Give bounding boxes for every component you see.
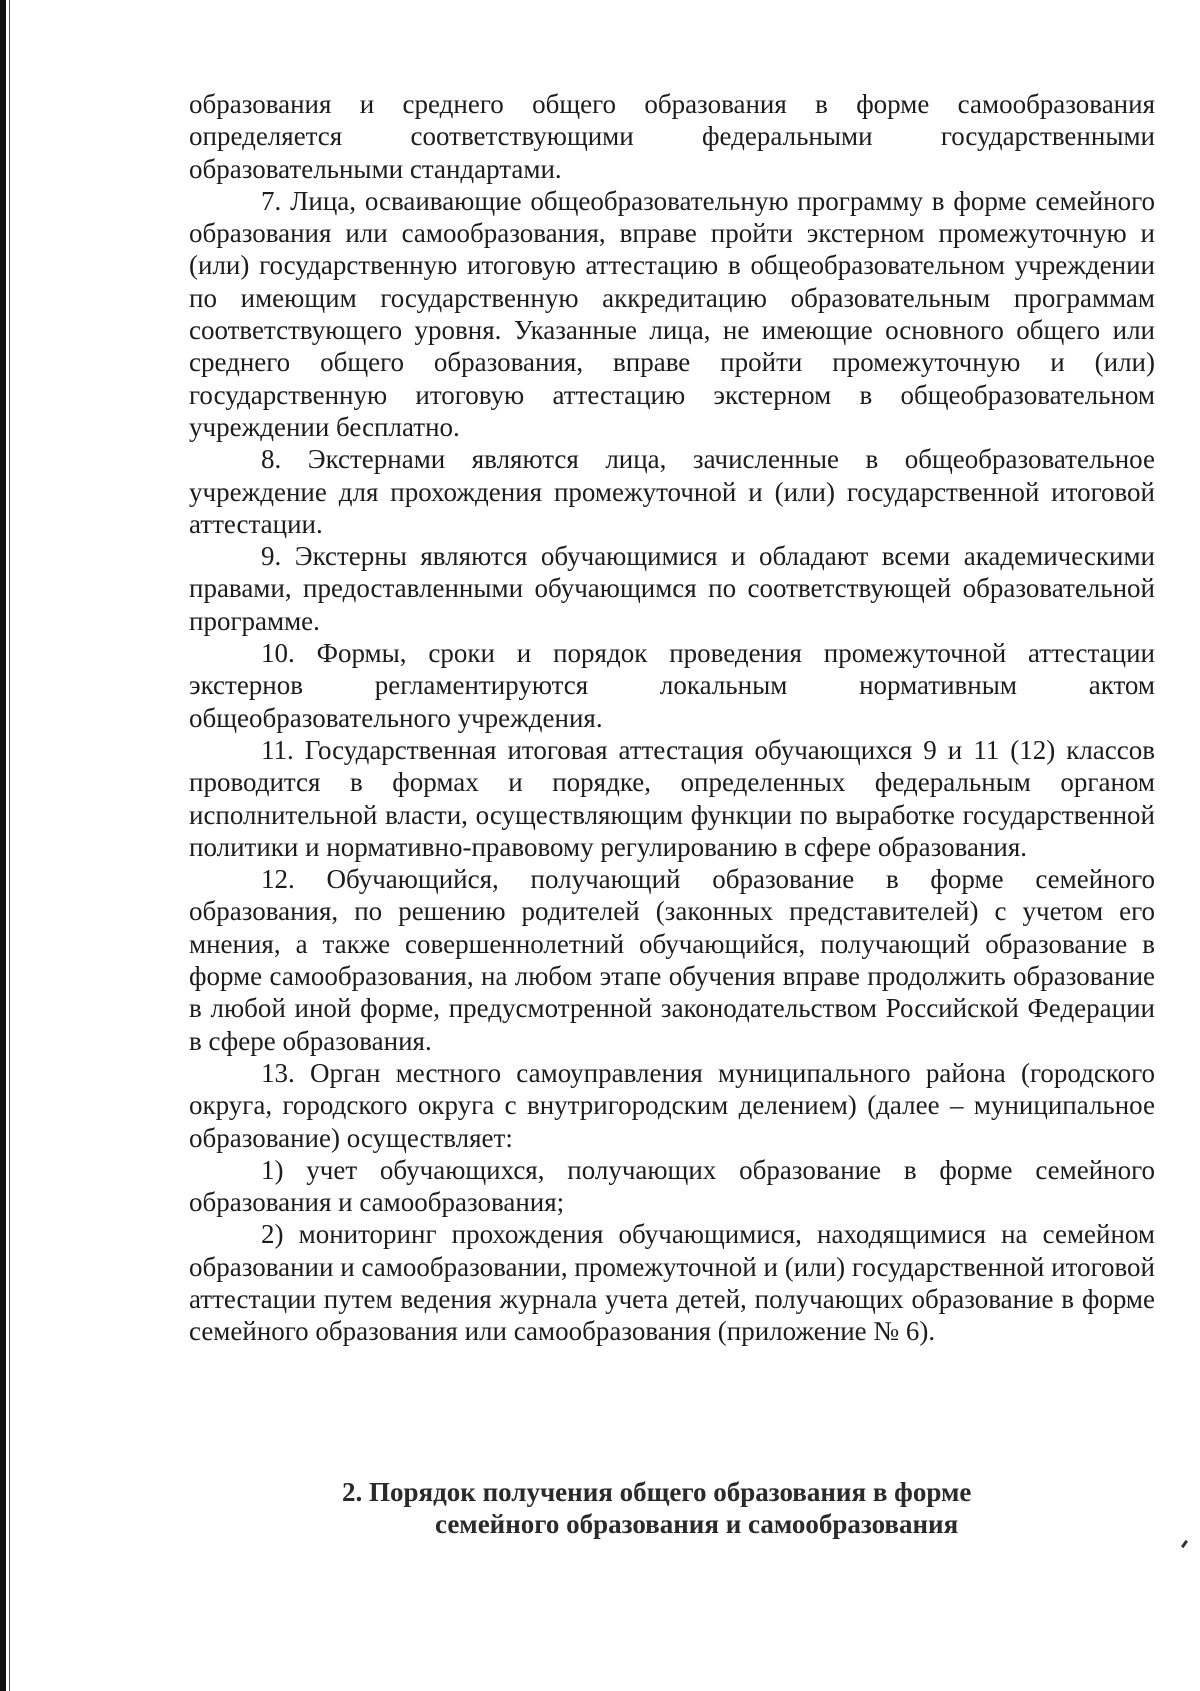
section-heading-line-2: семейного образования и самообразования xyxy=(435,1509,959,1540)
paragraph-9: 9. Экстерны являются обучающимися и обладают всеми академическими правами, предоставленными обучающимся по соответствующей образовательной программе. xyxy=(189,541,1155,636)
scan-speck xyxy=(1181,1540,1188,1548)
document-body xyxy=(189,88,1155,1348)
paragraph-13-item-2: 2) мониторинг прохождения обучающимися, находящимися на семейном образовании и самообразовании, промежуточной и (или) государственной итоговой аттестации путем ведения журнала учета детей, получающих образование в форме семейного образования или самообразования (приложение № 6). xyxy=(189,1219,1155,1347)
scan-left-edge-line xyxy=(9,0,10,1691)
scan-left-edge xyxy=(0,0,6,1691)
paragraph-7: 7. Лица, осваивающие общеобразовательную программу в форме семейного образования или самообразования, вправе пройти экстерном промежуточную и (или) государственную итоговую аттестацию в общеобразовательном учреждении по имеющим государственную аккредитацию образовательным программам соответствующего уровня. Указанные лица, не имеющие основного общего или среднего общего образования, вправе пройти промежуточную и (или) государственную итоговую аттестацию экстерном в общеобразовательном учреждении бесплатно. xyxy=(189,185,1155,442)
paragraph-continuation: образования и среднего общего образования в форме самообразования определяется соответствующими федеральными государственными образовательными стандартами. xyxy=(189,89,1155,184)
section-heading-line-1: 2. Порядок получения общего образования в форме xyxy=(342,1477,972,1507)
paragraph-10: 10. Формы, сроки и порядок проведения промежуточной аттестации экстернов регламентируются локальным нормативным актом общеобразовательного учреждения. xyxy=(189,638,1155,733)
paragraph-13: 13. Орган местного самоуправления муниципального района (городского округа, городского округа с внутригородским делением) (далее – муниципальное образование) осуществляет: xyxy=(189,1057,1155,1153)
section-heading xyxy=(189,1476,1155,1541)
paragraph-11: 11. Государственная итоговая аттестация обучающихся 9 и 11 (12) классов проводится в формах и порядке, определенных федеральным органом исполнительной власти, осуществляющим функции по выработке государственной политики и нормативно-правовому регулированию в сфере образования. xyxy=(189,734,1155,862)
paragraph-8: 8. Экстернами являются лица, зачисленные в общеобразовательное учреждение для прохождения промежуточной и (или) государственной итоговой аттестации. xyxy=(189,444,1155,539)
paragraph-13-item-1: 1) учет обучающихся, получающих образование в форме семейного образования и самообразования; xyxy=(189,1154,1155,1218)
paragraph-12: 12. Обучающийся, получающий образование в форме семейного образования, по решению родителей (законных представителей) с учетом его мнения, а также совершеннолетний обучающийся, получающий образование в форме самообразования, на любом этапе обучения вправе продолжить образование в любой иной форме, предусмотренной законодательством Российской Федерации в сфере образования. xyxy=(189,864,1155,1056)
